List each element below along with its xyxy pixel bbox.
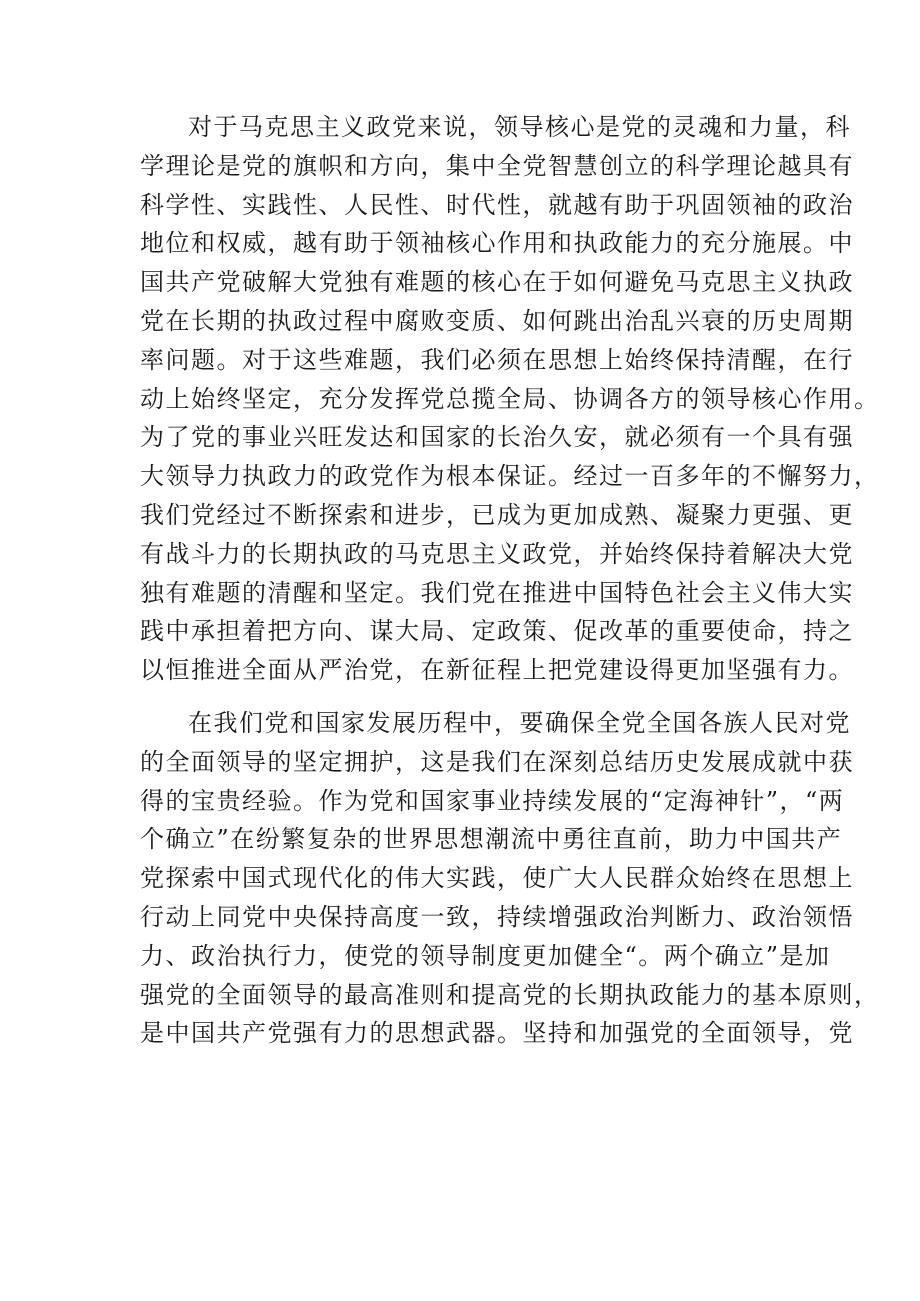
text-line: 党在长期的执政过程中腐败变质、如何跳出治乱兴衰的历史周期 [140, 306, 854, 335]
text-line: 行动上同党中央保持高度一致，持续增强政治判断力、政治领悟 [140, 902, 854, 931]
text-line: 以恒推进全面从严治党，在新征程上把党建设得更加坚强有力。 [140, 656, 854, 685]
text-line: 动上始终坚定，充分发挥党总揽全局、协调各方的领导核心作用。 [140, 384, 880, 413]
text-line: 国共产党破解大党独有难题的核心在于如何避免马克思主义执政 [140, 268, 854, 297]
text-line: 有战斗力的长期执政的马克思主义政党，并始终保持着解决大党 [140, 539, 854, 568]
text-line: 是中国共产党强有力的思想武器。坚持和加强党的全面领导，党 [140, 1019, 854, 1048]
text-line: 学理论是党的旗帜和方向，集中全党智慧创立的科学理论越具有 [140, 151, 854, 180]
text-line: 科学性、实践性、人民性、时代性，就越有助于巩固领袖的政治 [140, 190, 854, 219]
paragraph-spacer [140, 690, 800, 704]
text-line: 地位和权威，越有助于领袖核心作用和执政能力的充分施展。中 [140, 229, 854, 258]
text-line: 强党的全面领导的最高准则和提高党的长期执政能力的基本原则， [140, 980, 880, 1009]
text-line: 得的宝贵经验。作为党和国家事业持续发展的“定海神针”，“两 [140, 786, 845, 815]
text-line: 我们党经过不断探索和进步，已成为更加成熟、凝聚力更强、更 [140, 500, 854, 529]
text-line: 在我们党和国家发展历程中，要确保全党全国各族人民对党 [188, 708, 851, 737]
text-line: 率问题。对于这些难题，我们必须在思想上始终保持清醒，在行 [140, 345, 854, 374]
text-line: 个确立”在纷繁复杂的世界思想潮流中勇往直前，助力中国共产 [140, 825, 843, 854]
text-line: 力、政治执行力，使党的领导制度更加健全“。两个确立”是加 [140, 941, 831, 970]
text-line: 对于马克思主义政党来说，领导核心是党的灵魂和力量，科 [188, 113, 851, 141]
text-line: 党探索中国式现代化的伟大实践，使广大人民群众始终在思想上 [140, 864, 854, 893]
text-line: 践中承担着把方向、谋大局、定政策、促改革的重要使命，持之 [140, 617, 854, 646]
text-line: 为了党的事业兴旺发达和国家的长治久安，就必须有一个具有强 [140, 423, 854, 452]
paragraph-2 [140, 704, 880, 1053]
text-line: 的全面领导的坚定拥护，这是我们在深刻总结历史发展成就中获 [140, 747, 854, 776]
paragraph-1 [140, 108, 880, 690]
text-line: 独有难题的清醒和坚定。我们党在推进中国特色社会主义伟大实 [140, 578, 854, 607]
text-line: 大领导力执政力的政党作为根本保证。经过一百多年的不懈努力， [140, 462, 880, 491]
document-body [140, 108, 880, 1053]
